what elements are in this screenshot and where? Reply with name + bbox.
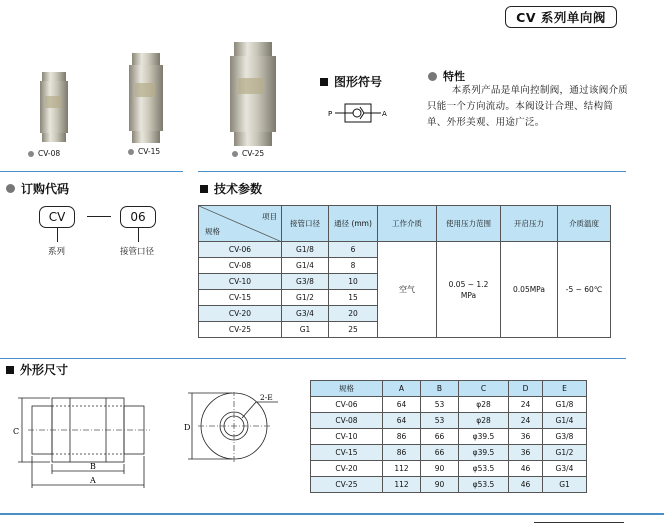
pressure-range-cell: 0.05 ~ 1.2 MPa	[437, 242, 501, 338]
table-row: CV-25 G1 25	[199, 322, 611, 338]
product-caption-cv25: CV-25	[232, 149, 264, 158]
port-p-label: P	[328, 110, 333, 118]
column-header: 介质温度	[558, 206, 611, 242]
product-image-cv25	[228, 42, 278, 146]
column-header: 开启压力	[501, 206, 558, 242]
product-image-cv08	[38, 72, 70, 144]
dimensions-heading: 外形尺寸	[6, 361, 68, 378]
table-row: CV-08 64 53 φ28 24 G1/4	[311, 413, 587, 429]
square-bullet-icon	[200, 185, 208, 193]
footer-divider	[0, 513, 664, 515]
section-divider	[0, 171, 183, 172]
table-row: CV-15 86 66 φ39.5 36 G1/2	[311, 445, 587, 461]
section-divider	[0, 358, 626, 359]
square-bullet-icon	[6, 366, 14, 374]
product-image-cv15	[127, 53, 165, 145]
column-header: 使用压力范围	[437, 206, 501, 242]
table-row: CV-06 G1/8 6 空气 0.05 ~ 1.2 MPa 0.05MPa -5 ~ 60℃	[199, 242, 611, 258]
code-port-box: 06	[120, 206, 156, 228]
table-row: CV-08 G1/4 8	[199, 258, 611, 274]
code-port-label: 接管口径	[120, 247, 155, 257]
table-row: CV-25 112 90 φ53.5 46 G1	[311, 477, 587, 493]
section-divider	[198, 171, 626, 172]
table-row: CV-10 86 66 φ39.5 36 G3/8	[311, 429, 587, 445]
column-header: 接管口径	[282, 206, 329, 242]
code-port-leader	[138, 228, 139, 242]
features-text: 本系列产品是单向控制阀，通过该阀介质只能一个方向流动。本阀设计合理、结构简单、外形美观、用途广泛。	[427, 85, 629, 128]
code-separator	[87, 216, 111, 217]
product-caption-cv08: CV-08	[28, 149, 60, 158]
column-header: E	[543, 381, 587, 397]
dimensions-table	[310, 380, 587, 493]
table-row: CV-15 G1/2 15	[199, 290, 611, 306]
column-header: B	[421, 381, 459, 397]
symbol-heading: 图形符号	[320, 73, 382, 90]
table-row: CV-10 G3/8 10	[199, 274, 611, 290]
end-view-drawing	[182, 392, 282, 472]
dim-a-label: A	[90, 476, 96, 485]
bullet-dot-icon	[6, 184, 15, 193]
code-series-leader	[57, 228, 58, 242]
temperature-cell: -5 ~ 60℃	[558, 242, 611, 338]
tech-heading: 技术参数	[200, 180, 262, 197]
code-series-label: 系列	[48, 247, 66, 257]
side-view-drawing	[10, 392, 170, 492]
dim-b-label: B	[90, 462, 96, 471]
bullet-dot-icon	[28, 151, 34, 157]
bullet-dot-icon	[232, 151, 238, 157]
order-code-heading: 订购代码	[6, 180, 69, 197]
column-header: 工作介质	[378, 206, 437, 242]
bullet-dot-icon	[128, 149, 134, 155]
footer-rule	[534, 522, 624, 523]
bullet-dot-icon	[428, 72, 437, 81]
opening-pressure-cell: 0.05MPa	[501, 242, 558, 338]
dim-c-label: C	[13, 427, 20, 436]
column-header: A	[383, 381, 421, 397]
column-header: C	[459, 381, 509, 397]
code-series-box: CV	[39, 206, 75, 228]
column-header: 规格	[311, 381, 383, 397]
table-corner-cell: 项目 规格	[199, 206, 282, 242]
check-valve-symbol	[328, 100, 390, 126]
medium-cell: 空气	[378, 242, 437, 338]
features-heading: 特性	[428, 68, 465, 84]
dim-d-label: D	[184, 423, 191, 432]
table-row: CV-06 64 53 φ28 24 G1/8	[311, 397, 587, 413]
tech-params-table	[198, 205, 611, 338]
square-bullet-icon	[320, 78, 328, 86]
column-header: 通径 (mm)	[329, 206, 378, 242]
series-title: CV 系列单向阀	[505, 6, 617, 28]
table-row: CV-20 112 90 φ53.5 46 G3/4	[311, 461, 587, 477]
column-header: D	[509, 381, 543, 397]
table-row: CV-20 G3/4 20	[199, 306, 611, 322]
dim-e-label: 2-E	[260, 393, 273, 402]
product-caption-cv15: CV-15	[128, 147, 160, 156]
port-a-label: A	[382, 110, 387, 118]
